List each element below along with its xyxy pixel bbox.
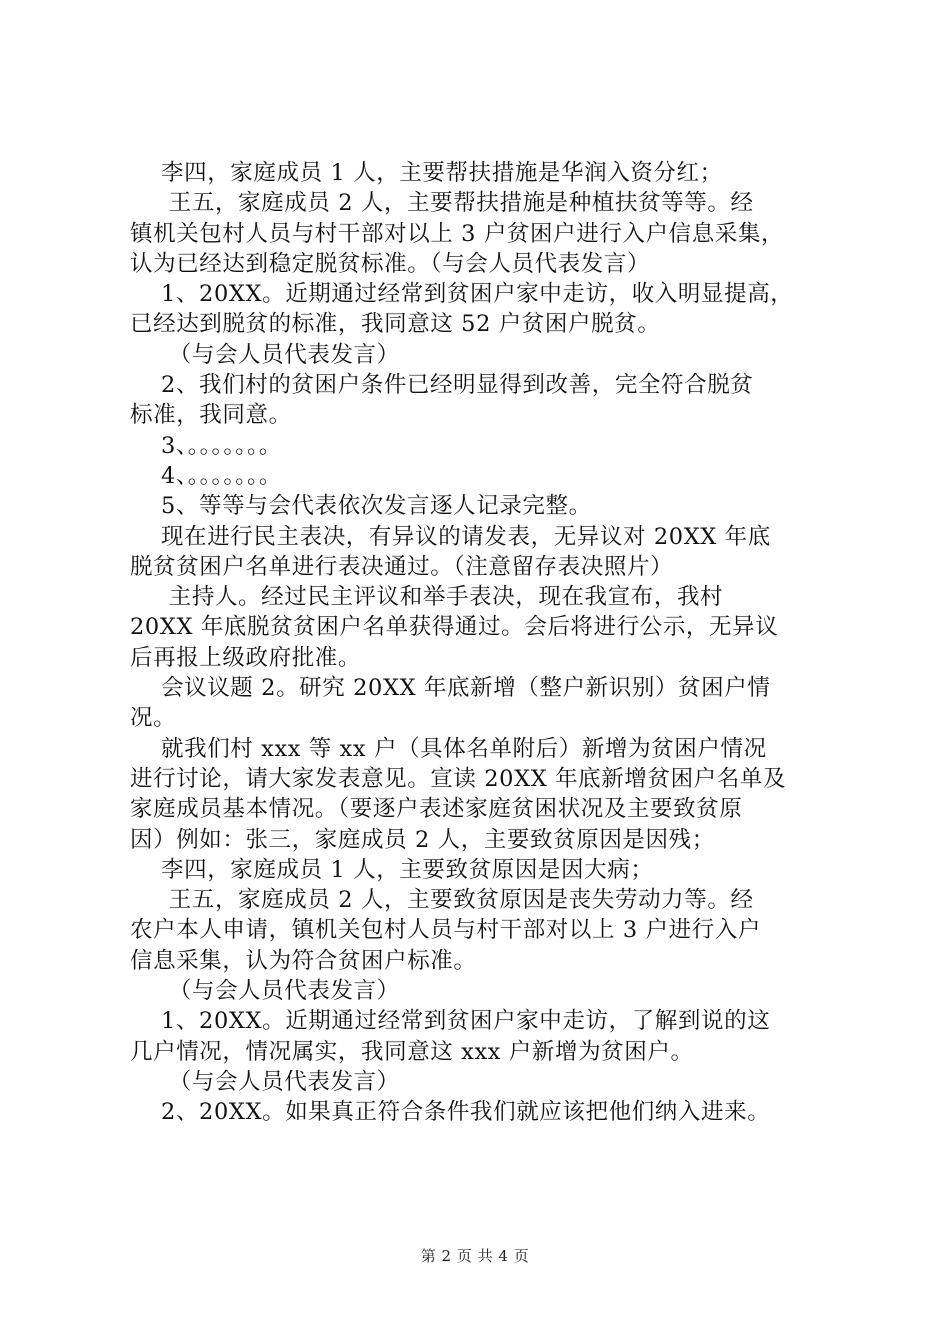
text-line: 4、。。。。。。。	[130, 462, 282, 489]
text-line: 2、我们村的贫困户条件已经明显得到改善，完全符合脱贫	[130, 372, 754, 399]
text-line: （与会人员代表发言）	[130, 341, 400, 368]
text-line: 几户情况，情况属实，我同意这 xxx 户新增为贫困户。	[130, 1038, 694, 1065]
text-line: 因）例如：张三，家庭成员 2 人，主要致贫原因是因残；	[130, 826, 715, 853]
text-line: 进行讨论，请大家发表意见。宣读 20XX 年底新增贫困户名单及	[130, 765, 787, 792]
text-line: 认为已经达到稳定脱贫标准。（与会人员代表发言）	[130, 250, 651, 277]
text-line: 1、20XX。近期通过经常到贫困户家中走访，了解到说的这	[130, 1008, 771, 1035]
text-line: 标准，我同意。	[130, 402, 292, 429]
text-line: 李四，家庭成员 1 人，主要致贫原因是因大病；	[130, 856, 654, 883]
document-body	[130, 158, 830, 1128]
text-line: 5、等等与会代表依次发言逐人记录完整。	[130, 493, 592, 520]
text-line: 已经达到脱贫的标准，我同意这 52 户贫困户脱贫。	[130, 311, 661, 338]
text-line: 王五，家庭成员 2 人，主要帮扶措施是种植扶贫等等。经	[130, 190, 754, 217]
text-line: （与会人员代表发言）	[130, 1068, 400, 1095]
text-line: 李四，家庭成员 1 人，主要帮扶措施是华润入资分红；	[130, 160, 723, 186]
text-line: 农户本人申请，镇机关包村人员与村干部对以上 3 户进行入户	[130, 917, 762, 944]
text-line: 现在进行民主表决，有异议的请发表，无异议对 20XX 年底	[130, 523, 771, 550]
text-line: 就我们村 xxx 等 xx 户（具体名单附后）新增为贫困户情况	[130, 735, 767, 762]
text-line: 3、。。。。。。。	[130, 432, 282, 459]
text-line: 王五，家庭成员 2 人，主要致贫原因是丧失劳动力等。经	[130, 887, 754, 914]
text-line: 家庭成员基本情况。（要逐户表述家庭贫困状况及主要致贫原	[130, 796, 743, 823]
text-line: 1、20XX。近期通过经常到贫困户家中走访，收入明显提高，	[130, 281, 794, 308]
text-line: 后再报上级政府批准。	[130, 644, 362, 671]
text-line: 会议议题 2。研究 20XX 年底新增（整户新识别）贫困户情	[130, 675, 771, 702]
text-line: 脱贫贫困户名单进行表决通过。（注意留存表决照片）	[130, 553, 674, 580]
text-line: 况。	[130, 705, 177, 732]
text-line: 20XX 年底脱贫贫困户名单获得通过。会后将进行公示，无异议	[130, 614, 779, 641]
text-line: 镇机关包村人员与村干部对以上 3 户贫困户进行入户信息采集，	[130, 220, 785, 247]
text-line: 2、20XX。如果真正符合条件我们就应该把他们纳入进来。	[130, 1099, 771, 1126]
text-line: 主持人。经过民主评议和举手表决，现在我宣布，我村	[130, 584, 724, 611]
text-line: 信息采集，认为符合贫困户标准。	[130, 947, 477, 974]
text-line: （与会人员代表发言）	[130, 978, 400, 1005]
page-footer: 第 2 页 共 4 页	[420, 1247, 530, 1265]
